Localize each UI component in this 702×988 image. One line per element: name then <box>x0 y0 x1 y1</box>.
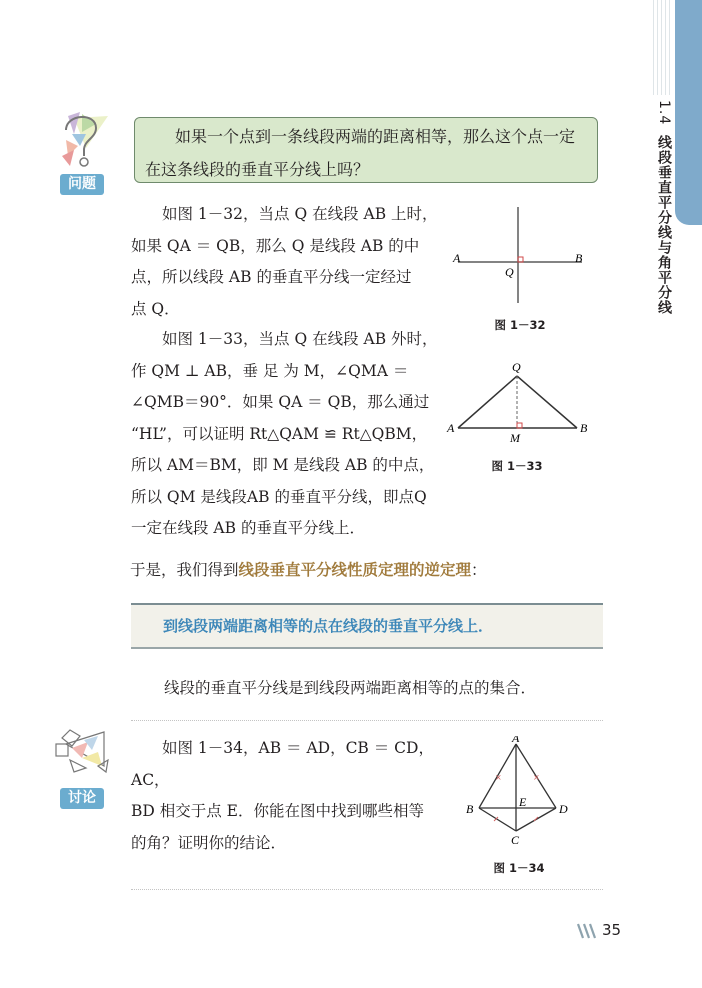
figure-caption: 图 1－34 <box>493 861 545 875</box>
svg-text:B: B <box>466 802 474 816</box>
figure-1-32 <box>450 203 600 332</box>
svg-text:E: E <box>519 795 527 809</box>
case2-line: 一定在线段 AB 的垂直平分线上． <box>131 519 365 537</box>
kite-diagram <box>462 736 582 846</box>
discussion-icon-group <box>52 726 112 809</box>
case1-line: 点 Q． <box>131 299 180 318</box>
theorem-box <box>131 603 603 649</box>
tangram-discussion-icon <box>52 726 112 778</box>
discussion-line: 如图 1－34，AB ＝ AD，CB ＝ CD，AC， <box>131 739 434 789</box>
case2-line: 所以 QM 是线段AB 的垂直平分线，即点Q <box>131 487 427 506</box>
case1-line: 如图 1－32，当点 Q 在线段 AB 上时， <box>162 205 438 223</box>
theorem-intro <box>130 558 487 580</box>
discussion-paragraph <box>131 733 451 859</box>
case1-paragraph <box>131 199 451 325</box>
section-number: 1.4 <box>656 100 672 126</box>
svg-text:M: M <box>510 431 520 445</box>
theorem-intro-suffix: ： <box>471 561 487 579</box>
question-text-line1: 如果一个点到一条线段两端的距离相等，那么这个点一定 <box>175 127 576 146</box>
question-text-line2: 在这条线段的垂直平分线上吗？ <box>145 160 370 179</box>
figure-1-34 <box>462 736 582 875</box>
chapter-side-tab <box>675 0 702 225</box>
theorem-name: 线段垂直平分线性质定理的逆定理 <box>238 561 472 579</box>
bottom-divider <box>131 889 603 890</box>
case2-line: “HL”，可以证明 Rt△QAM ≌ Rt△QBM， <box>131 424 428 443</box>
question-box <box>134 117 598 183</box>
svg-text:Q: Q <box>512 360 521 374</box>
case1-line: 点，所以线段 AB 的垂直平分线一定经过 <box>131 268 412 286</box>
case2-line: 如图 1－33，当点 Q 在线段 AB 外时， <box>162 330 438 348</box>
svg-text:C: C <box>511 833 520 846</box>
case2-line: ∠QMB＝90°．如果 QA ＝ QB，那么通过 <box>131 393 430 411</box>
svg-text:×: × <box>495 773 502 782</box>
question-badge: 问题 <box>60 174 104 195</box>
side-decoration-lines <box>653 0 673 95</box>
theorem-intro-prefix: 于是，我们得到 <box>130 561 239 579</box>
isosceles-triangle-diagram <box>446 358 596 446</box>
question-icon-group <box>52 108 112 195</box>
section-title: 线段垂直平分线与角平分线 <box>656 135 672 316</box>
figure-caption: 图 1－32 <box>494 318 546 332</box>
svg-text:D: D <box>559 802 568 816</box>
question-mark-icon <box>52 108 112 170</box>
svg-text:×: × <box>533 773 540 782</box>
svg-text:A: A <box>512 736 520 745</box>
case1-line: 如果 QA ＝ QB，那么 Q 是线段 AB 的中 <box>131 236 420 255</box>
svg-text:B: B <box>575 251 583 265</box>
svg-text:A: A <box>453 251 461 265</box>
svg-text:A: A <box>447 421 455 435</box>
case2-line: 所以 AM＝BM，即 M 是线段 AB 的中点， <box>131 456 435 474</box>
perpendicular-bisector-diagram <box>450 203 600 308</box>
section-divider <box>131 720 603 721</box>
case2-line: 作 QM ⊥ AB，垂 足 为 M，∠QMA ＝ <box>131 361 409 380</box>
page-number: 35 <box>602 921 622 939</box>
conclusion-text: 线段的垂直平分线是到线段两端距离相等的点的集合． <box>164 679 537 697</box>
svg-text:B: B <box>580 421 588 435</box>
theorem-statement: 到线段两端距离相等的点在线段的垂直平分线上． <box>163 617 494 635</box>
discussion-line: 的角？证明你的结论． <box>131 833 287 852</box>
case2-paragraph <box>131 324 451 545</box>
discussion-line: BD 相交于点 E．你能在图中找到哪些相等 <box>131 802 424 820</box>
section-side-label <box>654 100 674 315</box>
figure-caption: 图 1－33 <box>491 459 543 473</box>
page-number-stripes-icon <box>577 923 599 939</box>
figure-1-33 <box>446 358 596 473</box>
discussion-badge: 讨论 <box>60 788 104 809</box>
svg-text:Q: Q <box>505 265 514 279</box>
